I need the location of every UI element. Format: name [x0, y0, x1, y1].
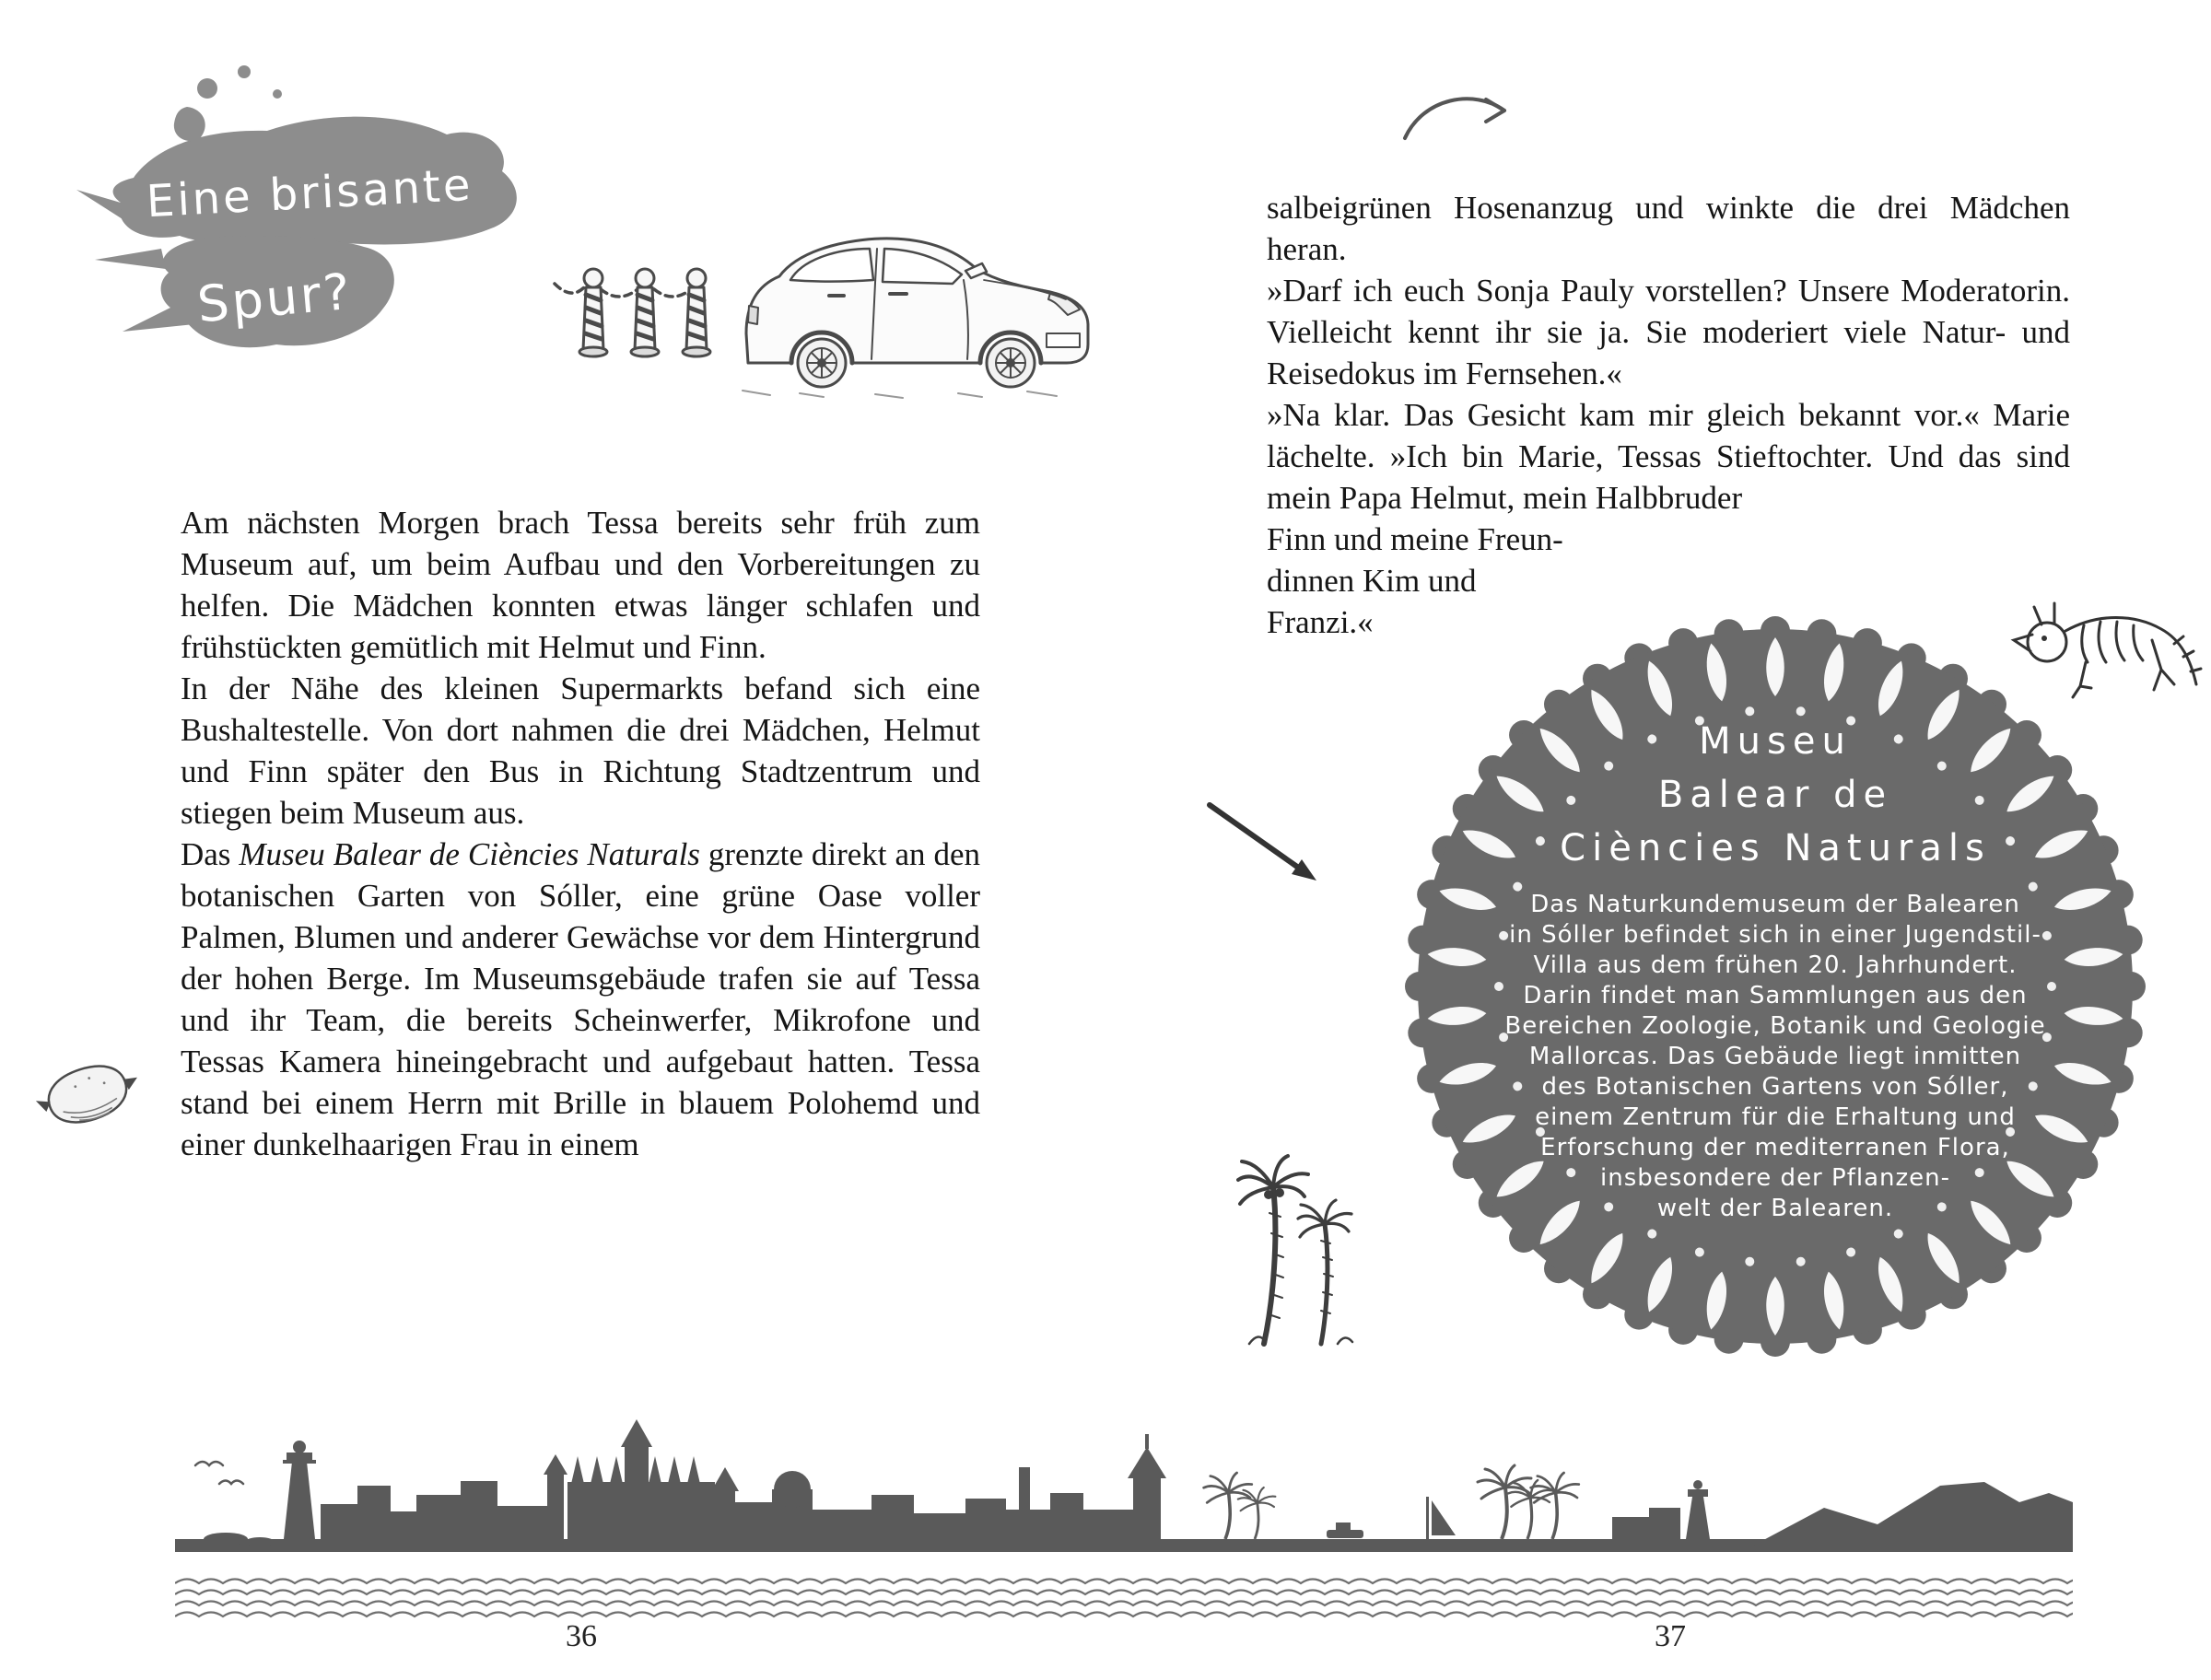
text: salbeigrünen Hosenanzug und winkte die drei Mädchen heran. [1267, 190, 2070, 267]
paragraph [1267, 187, 2070, 270]
text-line: Villa aus dem frühen 20. Jahrhundert. [1533, 951, 2018, 979]
text-line: welt der Balearen. [1656, 1195, 1894, 1222]
text-line: Museu [1699, 720, 1852, 763]
page-number-right: 37 [1655, 1619, 1686, 1653]
paragraph [1267, 394, 2070, 519]
text-line: Darin findet man Sammlungen aus den [1523, 982, 2028, 1009]
paragraph [181, 834, 980, 1165]
chapter-title-line2: Spur? [194, 262, 356, 334]
car-and-bollards-illustration [553, 195, 1124, 421]
italic-text: Museu Balear de Ciències Naturals [239, 836, 700, 872]
curved-arrow-doodle [1396, 81, 1525, 159]
palm-trees-illustration [1236, 1117, 1361, 1352]
text-line: Ciències Naturals [1560, 827, 1991, 869]
text: »Na klar. Das Gesicht kam mir gleich bekannt vor.« Marie lächelte. »Ich bin Marie, Tessas Stieftochter. Und das sind mein Papa Helmut, mein Halbbruder [1267, 397, 2070, 516]
water-waves-illustration [175, 1575, 2073, 1623]
text-line: Mallorcas. Das Gebäude liegt inmitten [1528, 1043, 2022, 1070]
chapter-title-splash [69, 53, 539, 422]
text-line: Das Naturkundemuseum der Balearen [1530, 891, 2020, 918]
city-skyline-illustration [175, 1394, 2073, 1569]
text: »Darf ich euch Sonja Pauly vorstellen? Unsere Moderatorin. Vielleicht kennt ihr sie ja. Sie moderiert viele Natur- und Reisedokus im Fernsehen.« [1267, 273, 2070, 391]
museum-info-badge [1393, 604, 2158, 1369]
text-line: Finn und meine Freun- [1267, 521, 1563, 557]
text-line: einem Zentrum für die Erhaltung und [1535, 1103, 2016, 1131]
lemon-illustration [28, 1039, 147, 1145]
paragraph [181, 668, 980, 834]
text-line: Franzi.« [1267, 604, 1374, 640]
chain [555, 284, 691, 297]
text-line: insbesondere der Pflanzen- [1600, 1164, 1950, 1192]
text-line: Bereichen Zoologie, Botanik und Geologie [1504, 1012, 2046, 1040]
paragraph [1267, 270, 2070, 394]
text-line: dinnen Kim und [1267, 563, 1477, 599]
right-page-text-column [1267, 187, 2070, 643]
chapter-title-line1: Eine brisante [145, 158, 474, 228]
left-page-text-column [181, 502, 980, 1165]
text: Am nächsten Morgen brach Tessa bereits sehr früh zum Museum auf, um beim Aufbau und den Vorbereitungen zu helfen. Die Mädchen konnten etwas länger schlafen und frühstückten gemütlich mit Helmut und Finn. [181, 505, 980, 665]
text-line: Erforschung der mediterranen Flora, [1540, 1134, 2010, 1161]
badge-body [1504, 890, 2045, 1224]
text: In der Nähe des kleinen Supermarkts befand sich eine Bushaltestelle. Von dort nahmen die drei Mädchen, Helmut und Finn später den Bus in Richtung Stadtzentrum und stiegen beim Museum aus. [181, 671, 980, 831]
text-line: des Botanischen Gartens von Sóller, [1541, 1073, 2009, 1101]
text-line: Balear de [1657, 774, 1893, 816]
text: Das [181, 836, 240, 872]
text-line: in Sóller befindet sich in einer Jugendstil- [1509, 921, 2041, 949]
right-page-paragraphs [1267, 187, 2070, 519]
paragraph [181, 502, 980, 668]
badge-text-block [1393, 604, 2158, 1369]
pointer-arrow-doodle [1202, 798, 1331, 897]
badge-title [1560, 715, 1991, 875]
text: grenzte direkt an den botanischen Garten von Sóller, eine grüne Oase voller Palmen, Blumen und anderer Gewächse vor dem Hintergrund der hohen Berge. Im Museumsgebäude trafen sie auf Tessa und ihr Team, die bereits Scheinwerfer, Mikrofone und Tessas Kamera hineingebracht und aufgebaut hatten. Tessa stand bei einem Herrn mit Brille in blauem Polohemd und einer dunkelhaarigen Frau in einem [181, 836, 980, 1162]
page-number-left: 36 [566, 1619, 597, 1653]
